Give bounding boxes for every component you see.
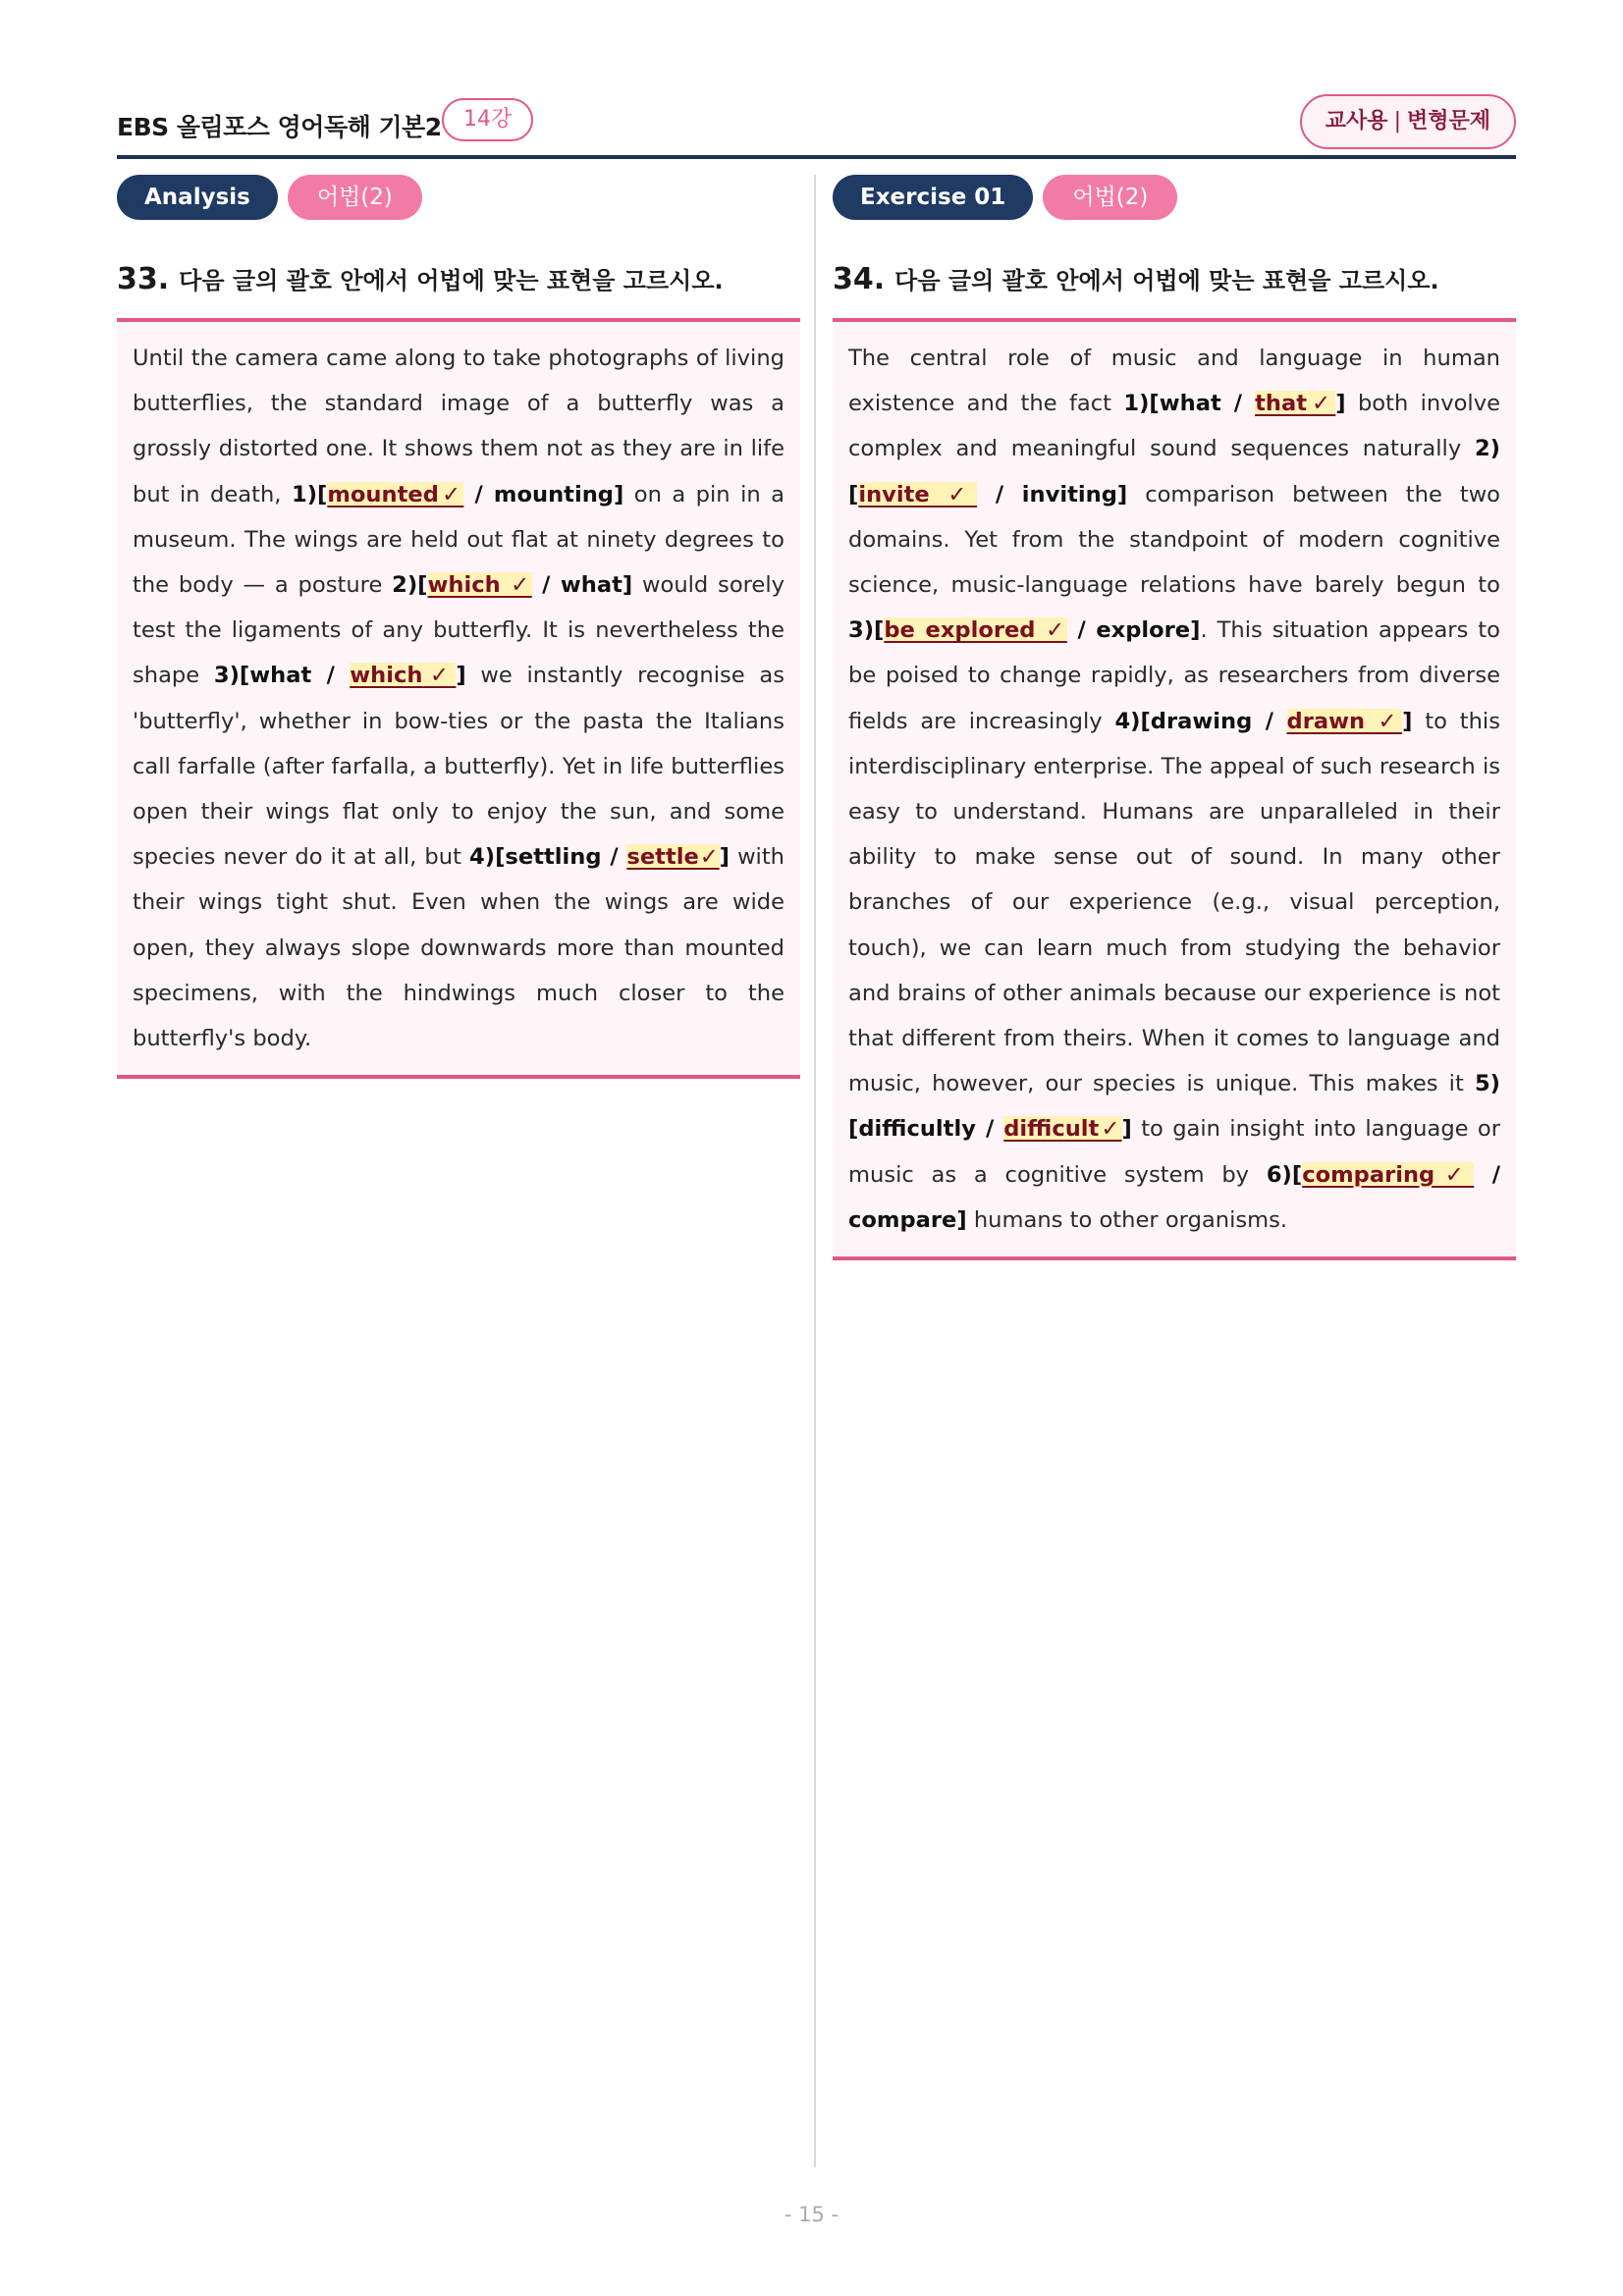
tag-grammar: 어법(2) <box>288 175 422 220</box>
blank-label: 4)[drawing / <box>1114 708 1287 734</box>
blank-option: ] <box>1121 1116 1132 1143</box>
blank-label: 1)[what / <box>1123 391 1256 417</box>
section-tags <box>117 175 800 222</box>
question-33 <box>117 261 800 296</box>
book-title: EBS 올림포스 영어독해 기본2 <box>117 113 442 141</box>
page-number: - 15 - <box>784 2203 839 2226</box>
question-text: 다음 글의 괄호 안에서 어법에 맞는 표현을 고르시오. <box>894 267 1439 294</box>
answer-mark: that✓ <box>1255 391 1336 417</box>
passage-text: with their wings tight shut. Even when the wings are wide open, they always slope downwards more than mounted specimens, with the hindwings much closer to the butterfly's body. <box>133 844 784 1052</box>
blank-label: 2)[ <box>392 572 428 599</box>
passage-text: both involve complex and meaningful sound sequences naturally <box>848 391 1500 462</box>
passage-text: humans to other organisms. <box>966 1206 1288 1233</box>
blank-label: 5)[difficultly / <box>848 1071 1500 1143</box>
passage-box <box>833 318 1516 1260</box>
blank-label: 3)[what / <box>213 663 351 689</box>
question-text: 다음 글의 괄호 안에서 어법에 맞는 표현을 고르시오. <box>179 267 724 294</box>
blank-option: / compare] <box>848 1161 1500 1233</box>
section-tags <box>833 175 1516 222</box>
blank-label: 4)[settling / <box>469 844 627 871</box>
blank-option: ] <box>1402 708 1413 734</box>
passage-text: on a pin in a museum. The wings are held out flat at ninety degrees to the body — a posture <box>133 481 784 599</box>
teacher-badge <box>1300 94 1516 149</box>
answer-mark: mounted✓ <box>327 481 464 507</box>
answer-mark: settle✓ <box>626 844 720 871</box>
column-divider <box>814 175 816 2167</box>
answer-mark: which ✓ <box>427 572 532 599</box>
answer-mark: invite ✓ <box>858 481 978 507</box>
passage-text: . This situation appears to be poised to change rapidly, as researchers from diverse fields are increasingly <box>848 617 1500 734</box>
answer-mark: which✓ <box>350 663 457 689</box>
blank-option: / explore] <box>1066 617 1201 644</box>
lesson-badge: 14강 <box>442 98 533 141</box>
type-label: 변형문제 <box>1406 109 1490 133</box>
blank-option: / inviting] <box>977 481 1128 507</box>
blank-label: 1)[ <box>291 481 328 507</box>
passage-text: comparison between the two domains. Yet from the standpoint of modern cognitive science, music-language relations have barely begun to <box>848 481 1501 599</box>
question-34 <box>833 261 1516 296</box>
badge-separator: | <box>1393 109 1401 133</box>
page-header <box>117 94 1516 159</box>
header-rule <box>117 155 1516 159</box>
question-number: 33. <box>117 262 170 296</box>
passage-box <box>117 318 800 1079</box>
answer-mark: difficult✓ <box>1003 1116 1122 1143</box>
answer-mark: be explored ✓ <box>884 617 1067 644</box>
blank-option: / mounting] <box>463 481 624 507</box>
right-column <box>833 175 1516 1260</box>
passage-text: to this interdisciplinary enterprise. The appeal of such research is easy to understand. Humans are unparalleled in their ability to make sense out of sound. In many other branches of our experience (e.g., visual perception, touch), we can learn much from studying the behavior and brains of other animals because our experience is not that different from theirs. When it comes to language and music, however, our species is unique. This makes it <box>848 708 1500 1097</box>
answer-mark: comparing✓ <box>1302 1161 1475 1188</box>
audience-label: 교사용 <box>1325 109 1388 133</box>
blank-option: / what] <box>531 572 633 599</box>
passage-text: to gain insight into language or music as a cognitive system by <box>848 1116 1500 1188</box>
blank-label: 3)[ <box>848 617 885 644</box>
passage-text: The central role of music and language in human existence and the fact <box>848 346 1500 417</box>
blank-option: ] <box>719 844 730 871</box>
left-column <box>117 175 800 1079</box>
passage-text: Until the camera came along to take photographs of living butterflies, the standard image of a butterfly was a grossly distorted one. It shows them not as they are in life but in death, <box>133 346 784 507</box>
question-number: 34. <box>833 262 886 296</box>
tag-grammar: 어법(2) <box>1043 175 1177 220</box>
passage-text: would sorely test the ligaments of any butterfly. It is nevertheless the shape <box>133 572 784 689</box>
tag-exercise: Exercise 01 <box>833 175 1033 220</box>
blank-label: 2)[ <box>848 436 1500 507</box>
blank-option: ] <box>1335 391 1346 417</box>
passage-text: we instantly recognise as 'butterfly', whether in bow-ties or the pasta the Italians call farfalle (after farfalla, a butterfly). Yet in life butterflies open their wings flat only to enjoy the sun, and some species never do it at all, but <box>133 663 784 871</box>
blank-option: ] <box>456 663 466 689</box>
tag-analysis: Analysis <box>117 175 278 220</box>
answer-mark: drawn ✓ <box>1286 708 1403 734</box>
blank-label: 6)[ <box>1266 1161 1303 1188</box>
